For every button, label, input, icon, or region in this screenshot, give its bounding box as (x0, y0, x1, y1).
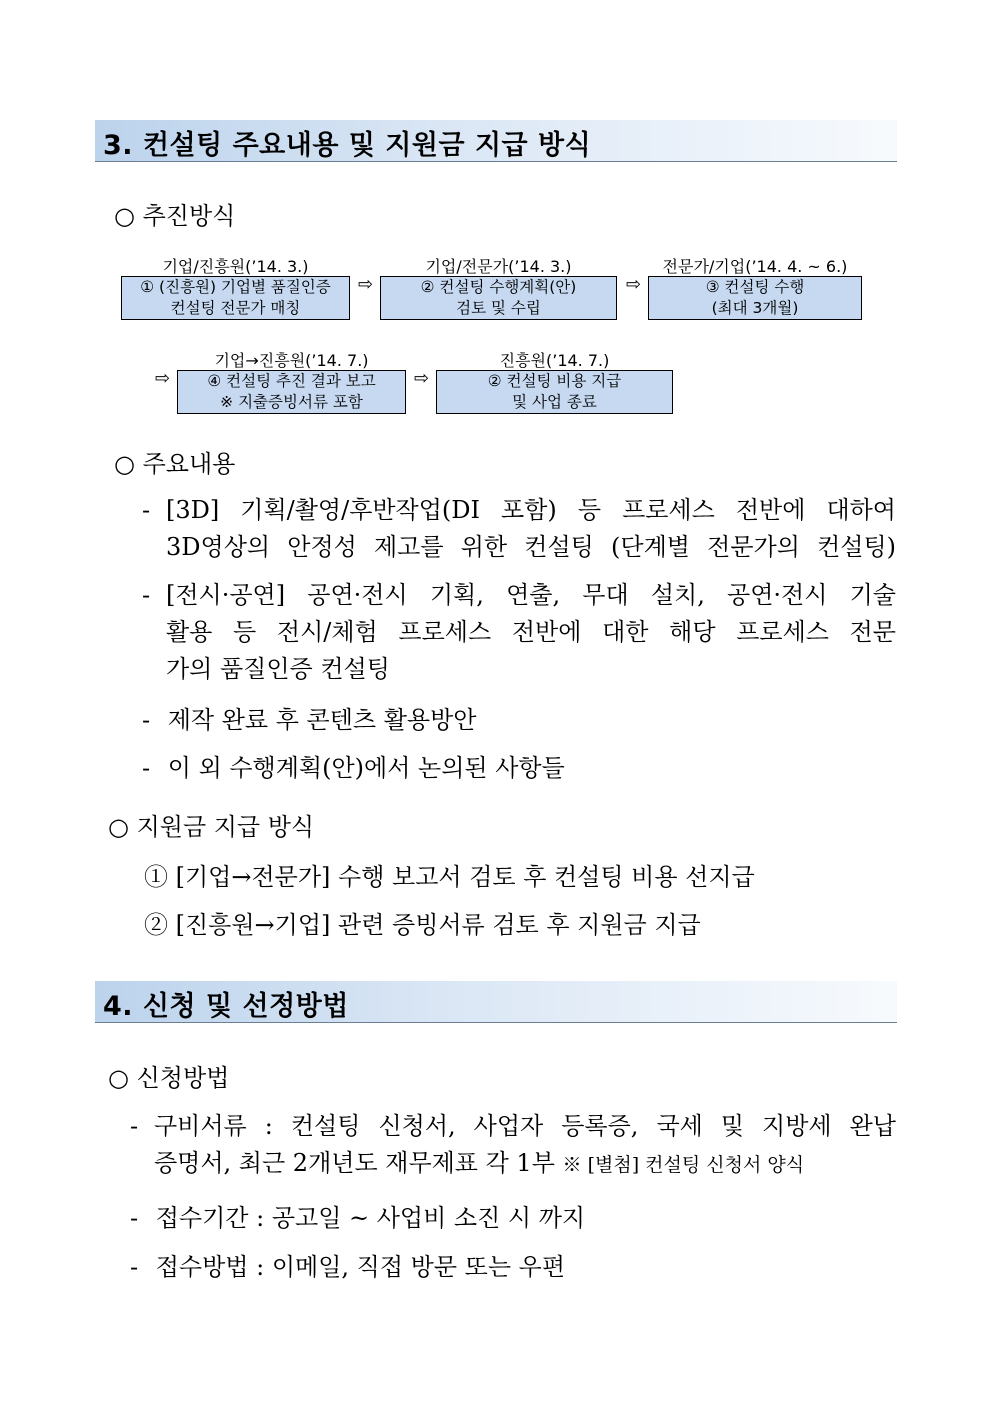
list-dash: - (130, 1204, 139, 1232)
step-2-line-1: ② 컨설팅 수행계획(안) (420, 278, 577, 296)
step-3-label: 전문가/기업(’14. 4. ~ 6.) (662, 257, 848, 276)
contents-item-1-line-1: [3D] 기획/촬영/후반작업(DI 포함) 등 프로세스 전반에 대하여 (166, 496, 896, 524)
step-2-line-2: 검토 및 수립 (456, 299, 541, 317)
step-4-line-2: ※ 지출증빙서류 포함 (220, 393, 363, 411)
apply-item-method (130, 1247, 565, 1282)
flow-arrow-icon: ⇨ (358, 274, 374, 295)
step-4-box (177, 370, 406, 414)
step-3-box (648, 276, 862, 320)
step-1-label: 기업/진흥원(’14. 3.) (162, 257, 309, 276)
list-dash: - (142, 581, 151, 609)
payment-item-1: ① [기업→전문가] 수행 보고서 검토 후 컨설팅 비용 선지급 (144, 863, 755, 891)
apply-item-documents-line-2-main: 증명서, 최근 2개년도 재무제표 각 1부 (154, 1149, 563, 1177)
contents-item-2 (142, 577, 896, 688)
apply-item-period (130, 1198, 585, 1233)
section-3-title-bar (95, 120, 897, 162)
apply-item-documents-line-1: 구비서류 : 컨설팅 신청서, 사업자 등록증, 국세 및 지방세 완납 (154, 1112, 896, 1140)
step-4-label: 기업→진흥원(’14. 7.) (214, 351, 369, 370)
apply-item-period-text: 접수기간 : 공고일 ~ 사업비 소진 시 까지 (155, 1204, 586, 1232)
contents-item-2-line-1: [전시·공연] 공연·전시 기획, 연출, 무대 설치, 공연·전시 기술 (166, 581, 896, 609)
payment-item-2: ② [진흥원→기업] 관련 증빙서류 검토 후 지원금 지급 (144, 911, 701, 939)
contents-item-4 (142, 748, 565, 783)
method-heading: ○ 추진방식 (114, 202, 236, 230)
section-3-title: 3. 컨설팅 주요내용 및 지원금 지급 방식 (103, 130, 592, 161)
contents-item-3-text: 제작 완료 후 콘텐츠 활용방안 (167, 706, 477, 734)
flow-arrow-icon: ⇨ (626, 274, 642, 295)
list-dash: - (142, 496, 151, 524)
contents-item-2-line-3: 가의 품질인증 컨설팅 (166, 655, 390, 683)
step-1-line-1: ① (진흥원) 기업별 품질인증 (140, 278, 331, 296)
contents-heading: ○ 주요내용 (114, 450, 236, 478)
step-1-box (121, 276, 350, 320)
attachment-note: ※ [별첨] 컨설팅 신청서 양식 (562, 1154, 805, 1176)
step-2-box (380, 276, 617, 320)
step-2-label: 기업/전문가(’14. 3.) (425, 257, 572, 276)
step-3-line-2: (최대 3개월) (711, 299, 799, 317)
list-dash: - (142, 754, 151, 782)
contents-item-4-text: 이 외 수행계획(안)에서 논의된 사항들 (167, 754, 565, 782)
apply-item-documents (130, 1108, 896, 1182)
apply-item-documents-line-2 (154, 1145, 896, 1184)
step-1-line-2: 컨설팅 전문가 매칭 (170, 299, 301, 317)
list-dash: - (130, 1253, 139, 1281)
step-3-line-1: ③ 컨설팅 수행 (705, 278, 805, 296)
list-dash: - (142, 706, 151, 734)
apply-heading: ○ 신청방법 (108, 1064, 230, 1092)
step-5-line-2: 및 사업 종료 (512, 393, 597, 411)
step-5-box (436, 370, 673, 414)
step-5-label: 진흥원(’14. 7.) (499, 351, 610, 370)
section-4-title-bar (95, 981, 897, 1023)
contents-item-3 (142, 700, 476, 735)
step-5-line-1: ② 컨설팅 비용 지급 (487, 372, 622, 390)
step-4-line-1: ④ 컨설팅 추진 결과 보고 (207, 372, 376, 390)
apply-item-method-text: 접수방법 : 이메일, 직접 방문 또는 우편 (155, 1253, 565, 1281)
flow-arrow-icon: ⇨ (155, 368, 171, 389)
list-dash: - (130, 1112, 139, 1140)
payment-heading: ○ 지원금 지급 방식 (108, 813, 315, 841)
flow-arrow-icon: ⇨ (414, 368, 430, 389)
section-4-title: 4. 신청 및 선정방법 (103, 991, 349, 1022)
contents-item-2-line-2: 활용 등 전시/체험 프로세스 전반에 대한 해당 프로세스 전문 (166, 618, 896, 646)
contents-item-1 (142, 492, 896, 566)
contents-item-1-line-2: 3D영상의 안정성 제고를 위한 컨설팅 (단계별 전문가의 컨설팅) (166, 533, 896, 561)
